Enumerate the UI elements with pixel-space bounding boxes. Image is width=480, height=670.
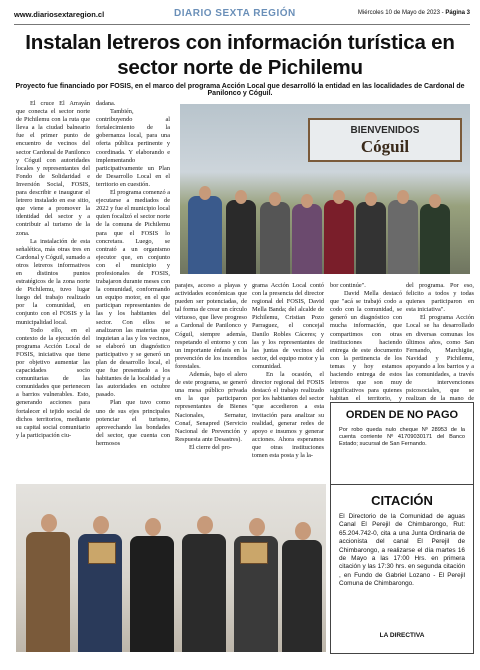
notice-signature: LA DIRECTIVA bbox=[379, 632, 425, 639]
article-column-1 bbox=[16, 100, 90, 475]
person-head bbox=[41, 514, 57, 532]
person-head bbox=[333, 190, 345, 204]
article-column-4 bbox=[252, 282, 324, 478]
person-figure bbox=[260, 202, 290, 274]
notice-citacion bbox=[330, 484, 474, 654]
person-figure bbox=[292, 204, 322, 274]
article-column-6 bbox=[406, 282, 474, 404]
notice-title: ORDEN DE NO PAGO bbox=[345, 409, 459, 421]
page-header bbox=[14, 8, 470, 25]
notice-text: El Directorio de la Comunidad de aguas Canal El Perejil de Chimbarongo, Rut: 65.204.742-0, cita a una Junta Ordinaria de accionista del canal El Perejil de Chimbarongo, a realizarse el día martes 16 de Mayo a las 17:00 Hrs. en primera citación y las 17:30 hrs. en segunda citación , en Fundo de Gabriel Lozano - El Perejil Comuna de Chimbarongo. bbox=[339, 513, 465, 588]
person-figure bbox=[130, 536, 174, 652]
paragraph: Plan que tuvo como uno de sus ejes principales potenciar el turismo, aprovechando las bondades del sector, que cuenta con hermosos bbox=[96, 399, 170, 447]
sign-line-1: BIENVENIDOS bbox=[350, 125, 420, 136]
person-head bbox=[365, 192, 377, 206]
issue-date-text: Miércoles 10 de Mayo de 2023 - bbox=[357, 10, 446, 16]
person-head bbox=[145, 518, 161, 536]
person-head bbox=[269, 192, 281, 206]
person-head bbox=[235, 190, 247, 204]
welcome-sign bbox=[308, 118, 462, 162]
person-figure bbox=[324, 200, 354, 274]
person-figure bbox=[188, 196, 222, 274]
paragraph: Además, bajo el alero de este programa, se generó una mesa público privada en la que participaron representantes de Bienes Nacionales, Sernatur, Conaf, Senapred (Servicio Nacional de Prevención y Respuesta ante Desastres). bbox=[175, 371, 247, 443]
paragraph: grama Acción Local contó con la presencia del director regional del FOSIS, David Mella Banda; del alcalde de Pichilemu, Cristian Pozo Parraguez, el concejal Danilo Robles Cáceres; y las y los representantes de las juntas de vecinos del sector, del equipo motor y la comunidad. bbox=[252, 282, 324, 370]
paragraph: El cruce El Arrayán que conecta el sector norte de Pichilemu con la ruta que lleva a la ciudad balneario fue el primer punto de encuentro de vecinos del sector Cardonal de Panilonco y Cóguil con autoridades locales y representantes del Fondo de Solidaridad e Inversión Social, FOSIS, para describir e inaugurar el letrero instalado en ese sitio, que viene a promover la identidad del sector y a contribuir al turismo de la zona. bbox=[16, 100, 90, 237]
paragraph: David Mella destacó que "acá se trabajó codo a codo con la comunidad, se generó un diagnóstico con mucha información, que compartimos con otras instituciones haciendo entrega de este documento con la pertinencia de los temas y hoy estamos haciendo entrega de estos letreros que son muy significativos para quienes habitan el territorio, y bbox=[330, 290, 402, 403]
person-figure bbox=[388, 200, 418, 274]
paragraph: bor continúe". bbox=[330, 282, 366, 289]
article-column-5 bbox=[330, 282, 402, 404]
person-head bbox=[295, 522, 311, 540]
person-head bbox=[199, 186, 211, 200]
issue-date bbox=[358, 10, 470, 16]
paragraph: También, contribuyendo al fortalecimiento de la gobernanza local, para una oferta pública pertinente y coordinada. Y elaborando e implementando participativamente un Plan de Desarrollo Local en el territorio en cuestión. bbox=[96, 108, 170, 188]
paragraph: del programa. Por eso, felicito a todos y todas quienes participaron en esta iniciativa". bbox=[406, 282, 474, 314]
person-head bbox=[429, 194, 441, 208]
newspaper-name: DIARIO SEXTA REGIÓN bbox=[174, 8, 296, 19]
certificate-frame bbox=[240, 542, 268, 564]
notice-title: CITACIÓN bbox=[371, 493, 433, 508]
person-head bbox=[301, 194, 313, 208]
person-head bbox=[197, 516, 213, 534]
article-photo-group bbox=[180, 104, 470, 274]
paragraph: El programa Acción Local se ha desarrollado en diversas comunas los últimos años, como San Fernando, Marchigüe, Navidad y Pichilemu, apoyando a los barrios y a las comunidades, a través de intervenciones psicosociales, que se realizan de la mano de bbox=[406, 314, 474, 403]
person-head bbox=[249, 518, 265, 536]
paragraph: parajes, acceso a playas y actividades económicas que pueden ser potenciadas, de tal forma de crear un círculo virtuoso, que lleve progreso a Cardonal de Panilonco y Cóguil, siempre además, respetando el entorno y con un importante énfasis en la prevención de los incendios forestales. bbox=[175, 282, 247, 370]
article-headline: Instalan letreros con información turística en sector norte de Pichilemu bbox=[25, 31, 455, 79]
paragraph: El programa comenzó a ejecutarse a mediados de 2022 y fue el municipio local quien focalizó el sector norte de la comuna de Pichilemu para que el FOSIS lo concretara. Luego, se contrató a un organismo ejecutor que, en conjunto con el municipio y profesionales de FOSIS, trabajaron durante meses con la comunidad, conformando un equipo motor, en el que participan representantes de las y los habitantes del sector. Con ellos se analizaron las materias que inquietan a las y los vecinos, se elaboró un diagnóstico participativo y se generó un plan de desarrollo local, el que fue presentado a los habitantes de la localidad y a las autoridades en octubre pasado. bbox=[96, 189, 170, 399]
notice-text: Por robo queda nulo cheque Nº 28953 de la cuenta corriente Nº 41709030171 del Banco Estado; sucursal de San Fernando. bbox=[339, 427, 465, 448]
person-figure bbox=[182, 534, 226, 652]
article-subhead: Proyecto fue financiado por FOSIS, en el marco del programa Acción Local que desarrolló la entidad en las localidades de Cardonal de Panilonco y Cóguil. bbox=[15, 83, 465, 97]
certificate-frame bbox=[88, 542, 116, 564]
paragraph: dadana. bbox=[96, 100, 116, 107]
paragraph: Todo ello, en el contexto de la ejecución del programa Acción Local de FOSIS, iniciativa que tiene por objetivo aumentar las capacidades socio comunitarias de las comunidades que pertenecen a barrios vulnerables. Esto, generando acciones para fortalecer el tejido social de dichos territorios, mediante su capital social comunitario y la participación ciu- bbox=[16, 326, 90, 439]
person-head bbox=[397, 190, 409, 204]
person-figure bbox=[356, 202, 386, 274]
person-figure bbox=[282, 540, 322, 652]
paragraph: En la ocasión, el director regional del FOSIS destacó el trabajo realizado por los habitantes del sector "que accedieron a esta invitación para analizar su realidad, generar redes de apoyo e insumos y generar acciones. Ahora esperamos que otras instituciones tomen esta posta y la la- bbox=[252, 371, 324, 459]
page-number: Página 3 bbox=[445, 10, 470, 16]
sign-line-2: Cóguil bbox=[360, 137, 410, 156]
ceremony-photo bbox=[16, 484, 326, 652]
site-url: www.diariosextaregion.cl bbox=[14, 10, 105, 19]
paragraph: La instalación de esta señalética, más otras tres en Cardonal y Cóguil, sumado a otros letreros informativos en distintos puntos estratégicos de la zona norte de Pichilemu, tuvo lugar luego del trabajo realizado por la comunidad, en conjunto con el FOSIS y la municipalidad local. bbox=[16, 237, 90, 326]
person-head bbox=[93, 516, 109, 534]
person-figure bbox=[420, 204, 450, 274]
paragraph: El cierre del pro- bbox=[189, 443, 232, 451]
article-column-2 bbox=[96, 100, 170, 475]
person-figure bbox=[226, 200, 256, 274]
person-figure bbox=[26, 532, 70, 652]
article-column-3 bbox=[175, 282, 247, 478]
